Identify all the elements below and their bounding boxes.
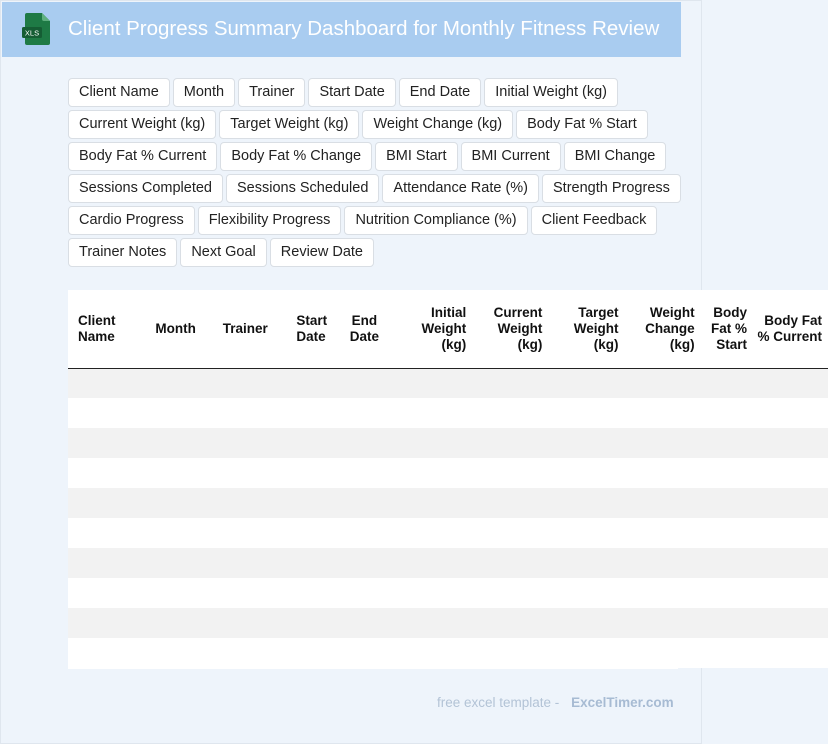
table-cell[interactable]	[68, 428, 145, 458]
table-cell[interactable]	[701, 398, 753, 428]
table-cell[interactable]	[145, 578, 212, 608]
table-cell[interactable]	[145, 518, 212, 548]
table-cell[interactable]	[286, 398, 336, 428]
table-header-cell[interactable]: Client Name	[68, 290, 145, 368]
table-cell[interactable]	[548, 458, 624, 488]
table-header-cell[interactable]: Body Fat % Current	[753, 290, 828, 368]
table-cell[interactable]	[472, 548, 548, 578]
table-cell[interactable]	[472, 458, 548, 488]
table-cell[interactable]	[472, 638, 548, 668]
table-cell[interactable]	[213, 458, 287, 488]
table-cell[interactable]	[753, 518, 828, 548]
table-header-cell[interactable]: Weight Change (kg)	[625, 290, 701, 368]
excel-file-icon	[22, 12, 52, 46]
column-chip[interactable]: Trainer	[238, 78, 305, 107]
table-cell[interactable]	[213, 488, 287, 518]
table-header-cell[interactable]: End Date	[336, 290, 392, 368]
table-row	[68, 578, 828, 608]
data-table-container	[68, 290, 822, 669]
column-chip[interactable]: Start Date	[308, 78, 395, 107]
table-cell[interactable]	[336, 638, 392, 668]
column-chip[interactable]: Client Feedback	[531, 206, 658, 235]
table-cell[interactable]	[472, 488, 548, 518]
table-cell[interactable]	[753, 578, 828, 608]
table-cell[interactable]	[213, 518, 287, 548]
table-cell[interactable]	[336, 428, 392, 458]
table-cell[interactable]	[392, 458, 472, 488]
table-header-cell[interactable]: Trainer	[213, 290, 287, 368]
table-cell[interactable]	[625, 578, 701, 608]
table-cell[interactable]	[145, 488, 212, 518]
table-cell[interactable]	[625, 368, 701, 398]
table-cell[interactable]	[392, 428, 472, 458]
xls-icon-label: XLS	[24, 28, 40, 38]
table-cell[interactable]	[392, 518, 472, 548]
column-chip[interactable]: Review Date	[270, 238, 374, 267]
column-chip[interactable]: End Date	[399, 78, 481, 107]
table-cell[interactable]	[68, 458, 145, 488]
table-cell[interactable]	[68, 578, 145, 608]
column-chip[interactable]: Next Goal	[180, 238, 266, 267]
table-row	[68, 368, 828, 398]
table-cell[interactable]	[701, 518, 753, 548]
table-cell[interactable]	[548, 398, 624, 428]
table-cell[interactable]	[753, 458, 828, 488]
table-cell[interactable]	[701, 488, 753, 518]
table-header-cell[interactable]: Month	[145, 290, 212, 368]
table-cell[interactable]	[145, 458, 212, 488]
table-cell[interactable]	[548, 368, 624, 398]
table-cell[interactable]	[213, 368, 287, 398]
column-chip[interactable]: BMI Current	[461, 142, 561, 171]
table-cell[interactable]	[286, 548, 336, 578]
table-cell[interactable]	[68, 638, 145, 668]
footer-text: free excel template -	[437, 695, 560, 710]
table-cell[interactable]	[701, 368, 753, 398]
table-cell[interactable]	[548, 428, 624, 458]
table-header-cell[interactable]: Start Date	[286, 290, 336, 368]
table-cell[interactable]	[625, 518, 701, 548]
table-cell[interactable]	[472, 398, 548, 428]
table-cell[interactable]	[548, 548, 624, 578]
table-cell[interactable]	[548, 638, 624, 668]
table-header-cell[interactable]: Initial Weight (kg)	[392, 290, 472, 368]
table-cell[interactable]	[68, 398, 145, 428]
column-chip[interactable]: Initial Weight (kg)	[484, 78, 618, 107]
table-cell[interactable]	[701, 428, 753, 458]
column-chip[interactable]: Attendance Rate (%)	[382, 174, 539, 203]
column-chip[interactable]: BMI Change	[564, 142, 667, 171]
table-cell[interactable]	[336, 368, 392, 398]
table-cell[interactable]	[213, 608, 287, 638]
table-cell[interactable]	[68, 548, 145, 578]
table-cell[interactable]	[336, 518, 392, 548]
table-cell[interactable]	[145, 608, 212, 638]
table-cell[interactable]	[548, 608, 624, 638]
footer	[437, 695, 674, 710]
table-cell[interactable]	[336, 578, 392, 608]
table-header-cell[interactable]: Current Weight (kg)	[472, 290, 548, 368]
table-cell[interactable]	[145, 638, 212, 668]
table-cell[interactable]	[392, 578, 472, 608]
table-cell[interactable]	[336, 548, 392, 578]
table-header-cell[interactable]: Target Weight (kg)	[548, 290, 624, 368]
table-cell[interactable]	[68, 518, 145, 548]
table-cell[interactable]	[625, 638, 701, 668]
table-cell[interactable]	[145, 398, 212, 428]
table-cell[interactable]	[548, 518, 624, 548]
table-cell[interactable]	[753, 638, 828, 668]
table-row	[68, 548, 828, 578]
table-cell[interactable]	[625, 458, 701, 488]
column-chip[interactable]: Cardio Progress	[68, 206, 195, 235]
table-cell[interactable]	[286, 458, 336, 488]
table-header-row	[68, 290, 828, 368]
table-cell[interactable]	[392, 368, 472, 398]
table-cell[interactable]	[701, 638, 753, 668]
table-cell[interactable]	[286, 518, 336, 548]
table-cell[interactable]	[472, 578, 548, 608]
column-chip[interactable]: BMI Start	[375, 142, 457, 171]
table-cell[interactable]	[336, 458, 392, 488]
column-chip-list	[68, 78, 693, 267]
column-chip[interactable]: Client Name	[68, 78, 170, 107]
footer-brand-link[interactable]: ExcelTimer.com	[571, 695, 674, 710]
table-cell[interactable]	[472, 428, 548, 458]
table-cell[interactable]	[286, 488, 336, 518]
table-cell[interactable]	[625, 428, 701, 458]
table-cell[interactable]	[145, 368, 212, 398]
table-cell[interactable]	[701, 578, 753, 608]
table-cell[interactable]	[625, 608, 701, 638]
column-chip[interactable]: Flexibility Progress	[198, 206, 342, 235]
table-cell[interactable]	[213, 428, 287, 458]
table-cell[interactable]	[753, 488, 828, 518]
table-cell[interactable]	[286, 428, 336, 458]
table-row	[68, 608, 828, 638]
column-chip[interactable]: Body Fat % Change	[220, 142, 372, 171]
table-cell[interactable]	[753, 398, 828, 428]
table-cell[interactable]	[753, 428, 828, 458]
table-cell[interactable]	[392, 548, 472, 578]
table-cell[interactable]	[213, 638, 287, 668]
table-row	[68, 458, 828, 488]
table-cell[interactable]	[336, 608, 392, 638]
table-cell[interactable]	[701, 458, 753, 488]
table-header-cell[interactable]: Body Fat % Start	[701, 290, 753, 368]
table-cell[interactable]	[472, 518, 548, 548]
table-cell[interactable]	[68, 608, 145, 638]
header-bar	[2, 2, 681, 57]
column-chip[interactable]: Month	[173, 78, 235, 107]
column-chip[interactable]: Trainer Notes	[68, 238, 177, 267]
table-cell[interactable]	[548, 578, 624, 608]
column-chip[interactable]: Strength Progress	[542, 174, 681, 203]
table-cell[interactable]	[213, 548, 287, 578]
table-cell[interactable]	[625, 398, 701, 428]
column-chip[interactable]: Sessions Scheduled	[226, 174, 379, 203]
table-cell[interactable]	[145, 428, 212, 458]
column-chip[interactable]: Nutrition Compliance (%)	[344, 206, 527, 235]
column-chip[interactable]: Target Weight (kg)	[219, 110, 359, 139]
table-cell[interactable]	[213, 398, 287, 428]
table-cell[interactable]	[336, 398, 392, 428]
table-row	[68, 488, 828, 518]
table-cell[interactable]	[68, 488, 145, 518]
table-cell[interactable]	[548, 488, 624, 518]
column-chip[interactable]: Body Fat % Start	[516, 110, 648, 139]
table-cell[interactable]	[145, 548, 212, 578]
table-row	[68, 518, 828, 548]
table-cell[interactable]	[472, 368, 548, 398]
table-cell[interactable]	[392, 398, 472, 428]
table-cell[interactable]	[68, 368, 145, 398]
table-cell[interactable]	[753, 548, 828, 578]
column-chip[interactable]: Body Fat % Current	[68, 142, 217, 171]
page-title: Client Progress Summary Dashboard for Monthly Fitness Review	[68, 17, 660, 40]
data-table	[68, 290, 828, 668]
table-cell[interactable]	[336, 488, 392, 518]
table-cell[interactable]	[213, 578, 287, 608]
table-cell[interactable]	[625, 488, 701, 518]
table-row	[68, 428, 828, 458]
table-cell[interactable]	[753, 368, 828, 398]
column-chip[interactable]: Weight Change (kg)	[362, 110, 513, 139]
table-cell[interactable]	[701, 608, 753, 638]
table-cell[interactable]	[753, 608, 828, 638]
column-chip[interactable]: Sessions Completed	[68, 174, 223, 203]
table-cell[interactable]	[392, 638, 472, 668]
table-row	[68, 638, 828, 668]
table-cell[interactable]	[286, 578, 336, 608]
table-row	[68, 398, 828, 428]
table-cell[interactable]	[392, 608, 472, 638]
table-cell[interactable]	[286, 638, 336, 668]
table-cell[interactable]	[286, 368, 336, 398]
table-cell[interactable]	[625, 548, 701, 578]
table-cell[interactable]	[701, 548, 753, 578]
table-cell[interactable]	[392, 488, 472, 518]
table-cell[interactable]	[472, 608, 548, 638]
column-chip[interactable]: Current Weight (kg)	[68, 110, 216, 139]
table-cell[interactable]	[286, 608, 336, 638]
